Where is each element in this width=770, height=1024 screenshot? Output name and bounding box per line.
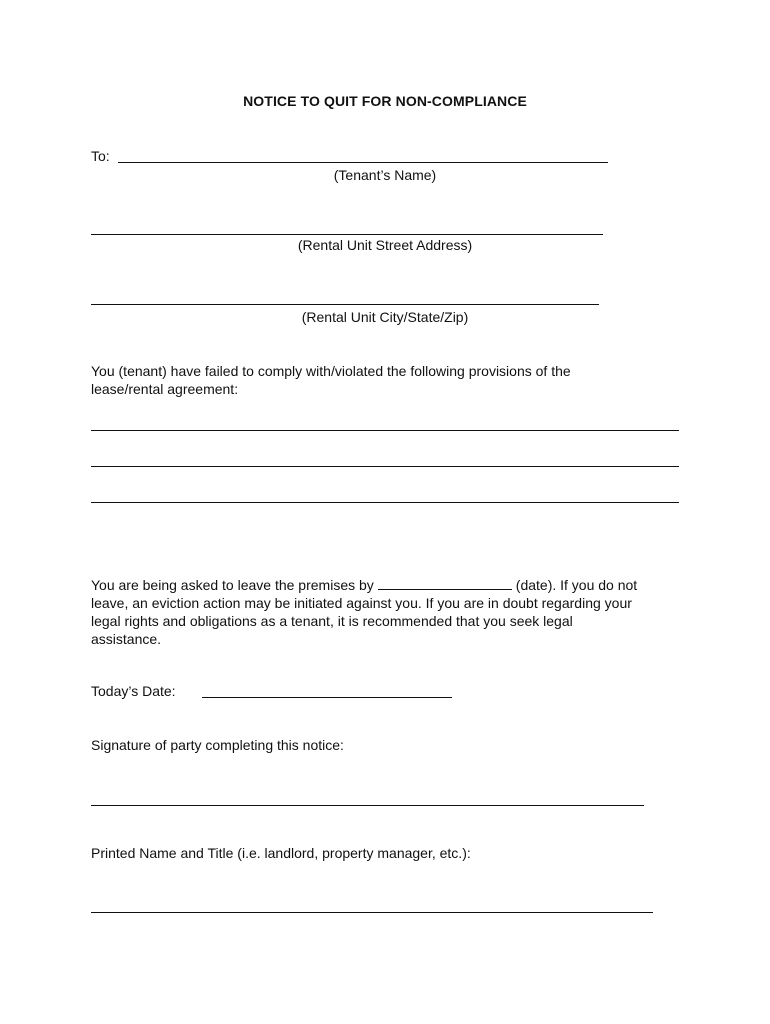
signature-field[interactable] bbox=[91, 805, 644, 806]
tenant-name-field[interactable] bbox=[118, 162, 608, 163]
signature-label: Signature of party completing this notice: bbox=[91, 737, 344, 753]
leave-text-line-2: leave, an eviction action may be initiated against you. If you are in doubt regarding your bbox=[91, 595, 632, 611]
leave-text-line-4: assistance. bbox=[91, 631, 162, 647]
street-address-field[interactable] bbox=[91, 234, 603, 235]
todays-date-label: Today’s Date: bbox=[91, 683, 176, 699]
city-state-zip-caption: (Rental Unit City/State/Zip) bbox=[301, 309, 469, 325]
street-address-caption: (Rental Unit Street Address) bbox=[297, 237, 473, 253]
city-state-zip-field[interactable] bbox=[91, 304, 599, 305]
todays-date-field[interactable] bbox=[202, 697, 452, 698]
violation-text-line-1: You (tenant) have failed to comply with/violated the following provisions of the bbox=[91, 363, 571, 379]
leave-text-line-3: legal rights and obligations as a tenant, it is recommended that you seek legal bbox=[91, 613, 573, 629]
leave-date-field[interactable] bbox=[378, 577, 512, 590]
tenant-name-caption: (Tenant’s Name) bbox=[333, 167, 437, 183]
leave-text-line-1 bbox=[91, 576, 637, 594]
violation-text-line-2: lease/rental agreement: bbox=[91, 381, 239, 397]
leave-text-line-1-end: (date). If you do not bbox=[515, 577, 638, 593]
to-label: To: bbox=[91, 148, 110, 164]
printed-name-label: Printed Name and Title (i.e. landlord, property manager, etc.): bbox=[91, 845, 471, 861]
violation-field-2[interactable] bbox=[91, 466, 679, 467]
leave-text-line-1-start: You are being asked to leave the premises by bbox=[91, 577, 374, 593]
violation-field-1[interactable] bbox=[91, 430, 679, 431]
page-title: NOTICE TO QUIT FOR NON-COMPLIANCE bbox=[243, 93, 527, 109]
violation-field-3[interactable] bbox=[91, 502, 679, 503]
printed-name-field[interactable] bbox=[91, 912, 653, 913]
